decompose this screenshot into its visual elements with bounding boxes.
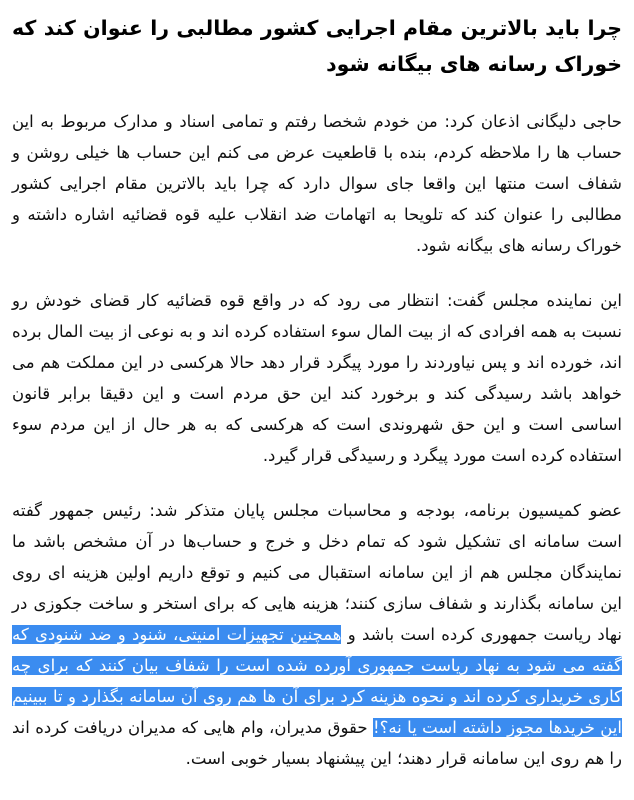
paragraph-2[interactable]: این نماینده مجلس گفت: انتظار می رود که در واقع قوه قضائیه کار قضای خودش رو نسبت به همه افرادی که از بیت المال سوء استفاده کرده اند و به نوعی از بیت المال برده اند، خورده اند و پس نیاوردند را مورد پیگرد قرار دهد حالا هرکسی در این مملکت هم می خواهد باشد رسیدگی کند و برخورد کند این حق مردم است و این دقیقا برابر قانون اساسی است و این حق شهروندی است که هرکسی که به هر حال از این مردم سوء استفاده کرده است مورد پیگرد و رسیدگی قرار گیرد. [12,291,622,465]
selected-text-highlight[interactable]: همچنین تجهیزات امنیتی، شنود و ضد شنودی که گفته می شود به نهاد ریاست جمهوری آورده شده است را شفاف بیان کنند که برای چه کاری خریداری کرده اند و نحوه هزینه کرد برای آن ها هم روی آن سامانه بگذارد و تا ببینیم این خریدها مجوز داشته است یا نه؟! [12,625,622,737]
paragraph-1[interactable]: حاجی دلیگانی اذعان کرد: من خودم شخصا رفتم و تمامی اسناد و مدارک مربوط به این حساب ها را ملاحظه کردم، بنده با قاطعیت عرض می کنم این حساب ها خیلی روشن و شفاف است منتها این واقعا جای سوال دارد که چرا باید بالاترین مقام اجرایی کشور مطالبی را عنوان کند که تلویحا به اتهامات ضد انقلاب علیه قوه قضائیه اشاره داشته و خوراک رسانه های بیگانه شود. [12,112,622,255]
paragraph-3-text-after: حقوق مدیران، وام هایی که مدیران دریافت کرده اند را هم روی این سامانه قرار دهند؛ این پیشنهاد بسیار خوبی است. [12,718,622,768]
paragraph-3[interactable] [12,495,622,774]
article-title: چرا باید بالاترین مقام اجرایی کشور مطالبی را عنوان کند که خوراک رسانه های بیگانه شود [12,16,622,76]
paragraph-3-text-before: عضو کمیسیون برنامه، بودجه و محاسبات مجلس پایان متذکر شد: رئیس جمهور گفته است سامانه ای تشکیل شود که تمام دخل و خرج و حساب‌ها در آن مشخص باشد ما نمایندگان مجلس هم از این سامانه استقبال می کنیم و توقع داریم اولین هزینه ای روی این سامانه بگذارند و شفاف سازی کنند؛ هزینه هایی که برای استخر و ساخت جکوزی در نهاد ریاست جمهوری کرده است باشد و [12,501,623,644]
